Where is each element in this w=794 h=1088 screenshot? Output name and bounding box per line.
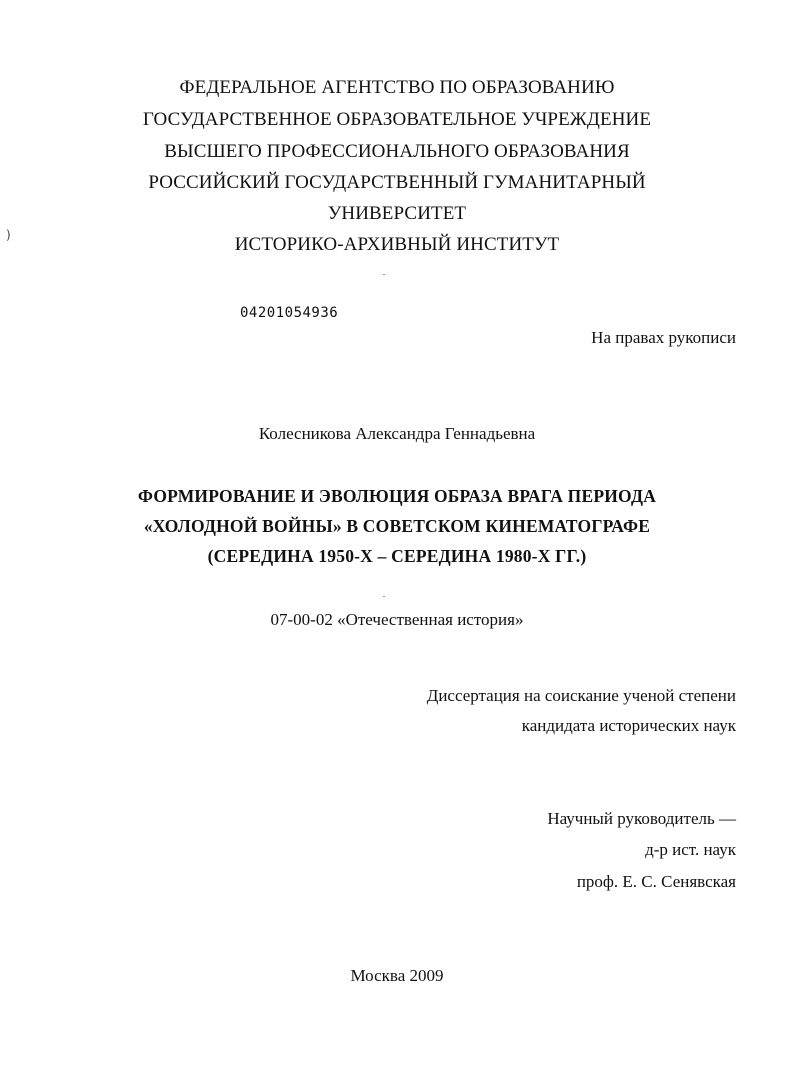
header-line-6: ИСТОРИКО-АРХИВНЫЙ ИНСТИТУТ [234, 234, 560, 255]
title-line-2: «ХОЛОДНОЙ ВОЙНЫ» В СОВЕТСКОМ КИНЕМАТОГРАФЕ [143, 516, 651, 536]
supervisor-line-3: проф. Е. С. Сенявская [576, 872, 736, 891]
header-line-4: РОССИЙСКИЙ ГОСУДАРСТВЕННЫЙ ГУМАНИТАРНЫЙ [148, 172, 646, 193]
title-line-3: (СЕРЕДИНА 1950-Х – СЕРЕДИНА 1980-Х ГГ.) [207, 546, 587, 566]
degree-line-1: Диссертация на соискание ученой степени [426, 686, 736, 705]
header-line-3: ВЫСШЕГО ПРОФЕССИОНАЛЬНОГО ОБРАЗОВАНИЯ [164, 141, 630, 162]
scan-speck [383, 274, 385, 275]
scan-speck-2 [383, 596, 385, 597]
stamp-number: 04201054936 [240, 305, 339, 321]
header-line-1: ФЕДЕРАЛЬНОЕ АГЕНТСТВО ПО ОБРАЗОВАНИЮ [179, 77, 615, 98]
title-line-1: ФОРМИРОВАНИЕ И ЭВОЛЮЦИЯ ОБРАЗА ВРАГА ПЕРИОДА [137, 486, 657, 506]
city-year: Москва 2009 [350, 966, 444, 985]
supervisor-line-1: Научный руководитель — [547, 809, 736, 828]
header-line-2: ГОСУДАРСТВЕННОЕ ОБРАЗОВАТЕЛЬНОЕ УЧРЕЖДЕНИЕ [142, 109, 652, 130]
author-name: Колесникова Александра Геннадьевна [258, 424, 536, 443]
degree-line-2: кандидата исторических наук [521, 716, 736, 735]
margin-mark: ) [6, 228, 11, 242]
header-line-5: УНИВЕРСИТЕТ [327, 203, 467, 224]
manuscript-note: На правах рукописи [591, 328, 736, 347]
supervisor-line-2: д-р ист. наук [645, 840, 736, 859]
specialty-code: 07-00-02 «Отечественная история» [270, 610, 524, 629]
